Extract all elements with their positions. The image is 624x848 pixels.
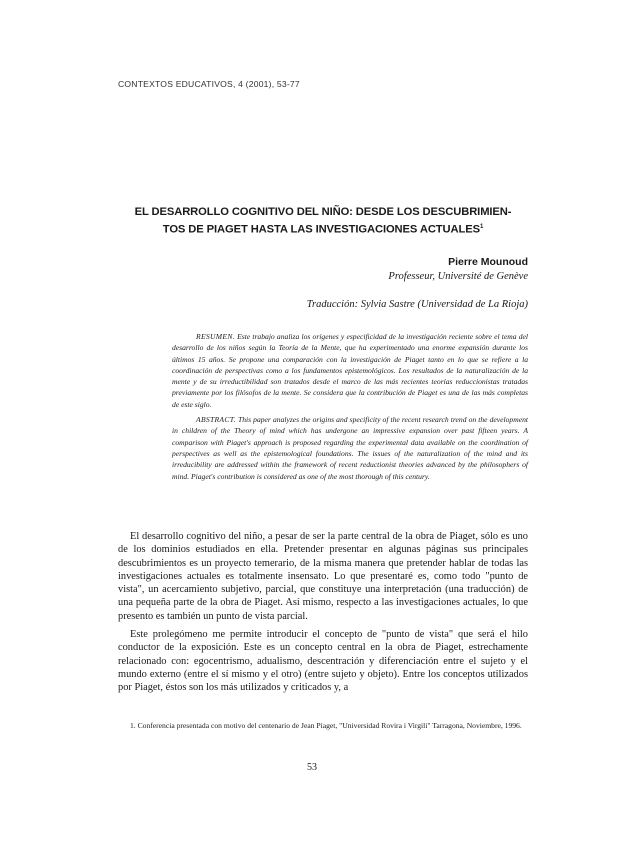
resumen-label: RESUMEN. xyxy=(196,332,235,341)
body-text xyxy=(118,530,528,700)
body-paragraph-2: Este prolegómeno me permite introducir el concepto de "punto de vista" que será el hilo conductor de la exposición. Este es un concepto central en la obra de Piaget, estrechamente relacionado con: egocentrismo, adualismo, descentración y diferenciación entre el sujeto y el mundo externo (entre el sí mismo y el otro) (entre sujeto y objeto). Entre los conceptos utilizados por Piaget, éstos son los más utilizados y criticados y, a xyxy=(118,629,528,694)
abstract-paragraph xyxy=(172,414,528,482)
abstract-text: This paper analyzes the origins and specificity of the recent research trend on the development in children of the Theory of mind which has undergone an impressive expansion over past fifteen years. A comparison with Piaget's approach is proposed regarding the experimental data available on the coordination of perspectives as well as the epistemological foundations. The issues of the naturalization of the mind and its irreducibility are addressed within the framework of recent reductionist theories advanced by the philosophers of mind. Piaget's contribution is considered as one of the most thorough of this century. xyxy=(172,415,528,481)
footnote-text: 1. Conferencia presentada con motivo del centenario de Jean Piaget, "Universidad Rovira i Virgili" Tarragona, Noviembre, 1996. xyxy=(130,721,522,730)
article-title xyxy=(118,205,528,238)
title-footnote-mark[interactable]: 1 xyxy=(479,224,484,230)
translator-credit: Traducción: Sylvia Sastre (Universidad de La Rioja) xyxy=(306,299,528,310)
footnote xyxy=(118,720,528,732)
author-name: Pierre Mounoud xyxy=(448,256,528,268)
title-line-1: EL DESARROLLO COGNITIVO DEL NIÑO: DESDE LOS DESCUBRIMIEN- xyxy=(134,206,512,218)
page-number: 53 xyxy=(307,762,317,773)
journal-header: CONTEXTOS EDUCATIVOS, 4 (2001), 53-77 xyxy=(118,79,300,89)
abstract-label: ABSTRACT. xyxy=(196,415,236,425)
body-paragraph-1: El desarrollo cognitivo del niño, a pesar de ser la parte central de la obra de Piaget, sólo es uno de los dominios estudiados en ella. Pretender presentar en algunas páginas sus principales descubrimientos es un proyecto temerario, de la misma manera que pretender hablar de todas las investigaciones actuales es totalmente insensato. Lo que presentaré es, como todo "punto de vista", un acercamiento subjetivo, parcial, que constituye una interpretación (una traducción) de una pequeña parte de la obra de Piaget. Así mismo, respecto a las investigaciones actuales, lo que presento es también un punto de vista parcial. xyxy=(118,531,528,622)
author-affiliation: Professeur, Université de Genève xyxy=(388,271,528,282)
title-line-2: TOS DE PIAGET HASTA LAS INVESTIGACIONES ACTUALES xyxy=(162,223,480,236)
resumen-paragraph xyxy=(172,331,528,410)
abstracts-block xyxy=(172,331,528,486)
resumen-text: Este trabajo analiza los orígenes y especificidad de la investigación reciente sobre el tema del desarrollo de los niños según la Teoría de la Mente, que ha experimentado una enorme expansión durante los últimos 15 años. Se propone una comparación con la investigación de Piaget tanto en lo que se refiere a la coordinación de perspectivas como a los fundamentos epistemológicos. Los resultados de la naturalización de la mente y de su irreductibilidad son tratados desde el marco de las más recientes teorías reduccionistas tratadas previamente por los filósofos de la mente. Se considera que la contribución de Piaget es una de las más completas de este siglo. xyxy=(172,332,528,409)
